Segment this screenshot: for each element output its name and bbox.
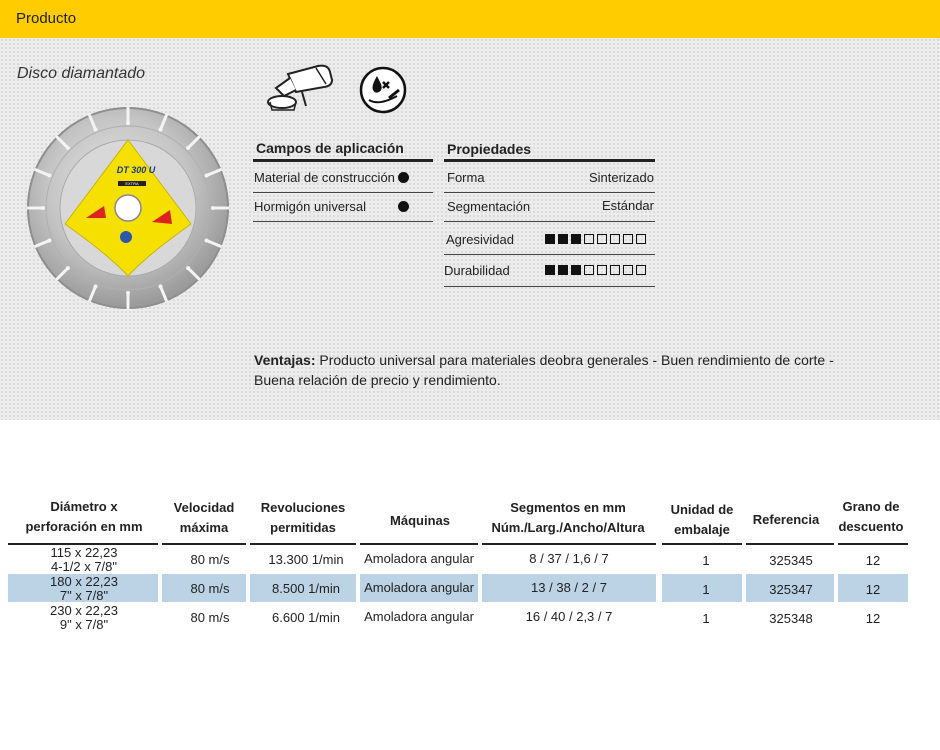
rating-box (636, 234, 646, 244)
rating-box (558, 265, 568, 275)
agresividad-rating (545, 234, 646, 244)
rating-box (558, 234, 568, 244)
disc-slot-hole (47, 173, 51, 177)
rating-box (545, 265, 555, 275)
th-underline (746, 543, 834, 545)
th-revoluciones-line1: Revoluciones (260, 500, 346, 515)
table-row-1-diametro-mm: 115 x 22,23 (50, 545, 118, 560)
disc-model-text: DT 300 U (116, 165, 156, 175)
propiedades-divider (444, 159, 655, 162)
table-row-1-revoluciones: 13.300 1/min (268, 552, 344, 567)
angle-grinder-icon (266, 62, 336, 118)
th-diametro-line2: perforación en mm (25, 519, 143, 534)
table-row-2-revoluciones: 8.500 1/min (272, 581, 340, 596)
disc-slot-hole (66, 266, 70, 270)
table-row-1-segmentos: 8 / 37 / 1,6 / 7 (529, 551, 609, 566)
table-row-1-diametro-in: 4-1/2 x 7/8" (50, 559, 118, 574)
rating-box (610, 234, 620, 244)
th-unidad-line1: Unidad de (670, 502, 734, 517)
th-diametro (8, 497, 160, 537)
th-segmentos-line1: Segmentos en mm (510, 500, 626, 515)
disc-slot-hole (211, 206, 215, 210)
disc-slot-hole (93, 127, 97, 131)
rating-box (623, 234, 633, 244)
th-maquinas (360, 511, 480, 531)
table-row-2-segmentos: 13 / 38 / 2 / 7 (531, 580, 607, 595)
th-underline (162, 543, 246, 545)
prop-forma-label: Forma (447, 170, 485, 185)
ventajas-label: Ventajas: (254, 352, 316, 368)
th-velocidad-line1: Velocidad (173, 500, 235, 515)
th-underline (838, 543, 908, 545)
campos-item-construccion-dot (398, 172, 409, 183)
table-row-2-unidad: 1 (702, 582, 710, 597)
disc-slot-hole (126, 291, 130, 295)
rating-box (571, 234, 581, 244)
campos-divider (253, 159, 433, 162)
th-grano-line1: Grano de (842, 499, 900, 514)
rating-box (636, 265, 646, 275)
prop-segmentacion-value: Estándar (601, 198, 654, 213)
th-segmentos-line2: Núm./Larg./Ancho/Altura (491, 520, 645, 535)
header-title: Producto (16, 10, 77, 27)
disc-slot-hole (159, 127, 163, 131)
th-grano (834, 497, 908, 537)
th-maquinas-line1: Máquinas (390, 513, 450, 528)
campos-item-construccion: Material de construcción (254, 170, 395, 185)
th-unidad-line2: embalaje (674, 522, 730, 537)
durabilidad-rating (545, 265, 646, 275)
disc-slot-hole (186, 266, 190, 270)
th-revoluciones (250, 498, 356, 538)
header-bar (0, 0, 940, 38)
table-row-3-diametro (8, 604, 160, 632)
table-row-3-referencia: 325348 (769, 611, 813, 626)
disc-slot-hole (66, 146, 70, 150)
disc-slot-hole (186, 146, 190, 150)
table-row-3-grano: 12 (865, 611, 881, 626)
dry-cutting-icon (359, 66, 407, 114)
table-row-2-diametro (8, 575, 160, 603)
rating-box (597, 234, 607, 244)
table-row-2-maquinas: Amoladora angular (364, 580, 474, 595)
prop-forma-value: Sinterizado (588, 170, 654, 185)
th-diametro-line1: Diámetro x (50, 499, 118, 514)
th-grano-line2: descuento (838, 519, 904, 534)
rating-box (571, 265, 581, 275)
table-row-3-velocidad: 80 m/s (190, 610, 230, 625)
disc-slot-hole (41, 206, 45, 210)
rating-box (584, 265, 594, 275)
th-segmentos (480, 498, 656, 538)
campos-title: Campos de aplicación (256, 140, 404, 156)
ventajas-body: Producto universal para materiales deobra generales - Buen rendimiento de corte - Buena relación de precio y rendimiento. (254, 352, 834, 388)
table-row-2-velocidad: 80 m/s (190, 581, 230, 596)
th-underline (250, 543, 356, 545)
disc-slot-hole (205, 173, 209, 177)
th-revoluciones-line2: permitidas (270, 520, 336, 535)
campos-row-divider (253, 221, 433, 222)
rating-box (610, 265, 620, 275)
propiedades-row-divider (444, 254, 655, 255)
table-row-1-velocidad: 80 m/s (190, 552, 230, 567)
propiedades-row-divider (444, 286, 655, 287)
th-underline (482, 543, 656, 545)
rating-box (623, 265, 633, 275)
rating-box (584, 234, 594, 244)
prop-durabilidad-label: Durabilidad (444, 263, 510, 278)
campos-row-divider (253, 192, 433, 193)
table-row-2-referencia: 325347 (769, 582, 813, 597)
th-underline (360, 543, 478, 545)
table-row-3-unidad: 1 (702, 611, 710, 626)
table-row-1-maquinas: Amoladora angular (364, 551, 474, 566)
disc-slot-hole (47, 239, 51, 243)
prop-segmentacion-label: Segmentación (447, 199, 531, 214)
table-row-2-grano: 12 (865, 582, 881, 597)
table-row-2-diametro-in: 7" x 7/8" (59, 588, 109, 603)
rating-box (597, 265, 607, 275)
disc-slot-hole (159, 285, 163, 289)
table-row-1-diametro (8, 546, 160, 574)
table-row-3-revoluciones: 6.600 1/min (272, 610, 340, 625)
table-row-3-segmentos: 16 / 40 / 2,3 / 7 (525, 609, 613, 624)
table-row-3-diametro-mm: 230 x 22,23 (50, 603, 118, 618)
table-row-3-diametro-in: 9" x 7/8" (59, 617, 109, 632)
disc-badge-text: EXTRA (125, 181, 139, 186)
campos-item-hormigon: Hormigón universal (254, 199, 366, 214)
propiedades-title: Propiedades (447, 141, 532, 157)
rating-box (545, 234, 555, 244)
campos-item-hormigon-dot (398, 201, 409, 212)
table-row-1-referencia: 325345 (769, 553, 813, 568)
prop-agresividad-label: Agresividad (446, 232, 514, 247)
th-referencia (746, 510, 826, 530)
table-row-2-diametro-mm: 180 x 22,23 (50, 574, 118, 589)
th-velocidad (162, 498, 246, 538)
disc-slot-hole (205, 239, 209, 243)
product-name: Disco diamantado (17, 65, 146, 82)
disc-slot-hole (126, 121, 130, 125)
th-underline (662, 543, 742, 545)
table-row-3-maquinas: Amoladora angular (364, 609, 474, 624)
table-row-1-grano: 12 (865, 553, 881, 568)
disc-slot-hole (93, 285, 97, 289)
diamond-disc-image (26, 106, 230, 310)
table-row-1-unidad: 1 (702, 553, 710, 568)
th-unidad (662, 500, 742, 540)
th-referencia-line1: Referencia (752, 512, 820, 527)
ventajas-text (254, 350, 854, 390)
th-velocidad-line2: máxima (179, 520, 229, 535)
propiedades-row-divider (444, 192, 655, 193)
propiedades-row-divider (444, 221, 655, 222)
